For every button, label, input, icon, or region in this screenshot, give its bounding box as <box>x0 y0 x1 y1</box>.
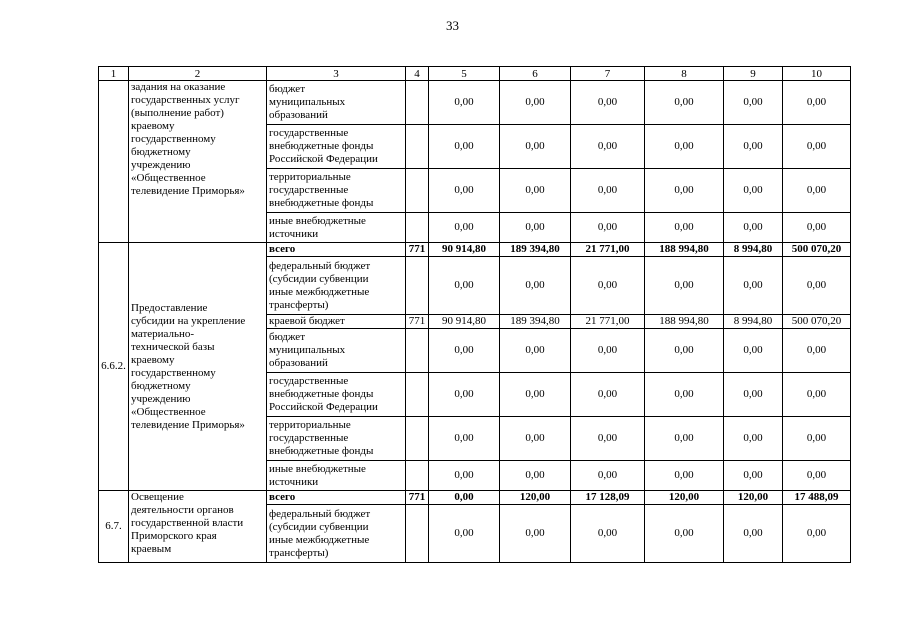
amount-cell: 0,00 <box>571 257 645 315</box>
budget-code-cell <box>406 81 429 125</box>
amount-cell: 0,00 <box>783 505 851 563</box>
funding-source-cell: государственные внебюджетные фонды Российской Федерации <box>267 125 406 169</box>
amount-cell: 0,00 <box>429 257 500 315</box>
amount-cell: 0,00 <box>724 125 783 169</box>
funding-source-cell: территориальные государственные внебюджетные фонды <box>267 169 406 213</box>
amount-cell: 0,00 <box>724 461 783 491</box>
amount-cell: 500 070,20 <box>783 243 851 257</box>
amount-cell: 0,00 <box>500 125 571 169</box>
amount-cell: 0,00 <box>783 417 851 461</box>
column-number-row <box>99 67 851 81</box>
amount-cell: 0,00 <box>645 417 724 461</box>
column-number-cell: 9 <box>724 67 783 81</box>
budget-code-cell <box>406 329 429 373</box>
amount-cell: 0,00 <box>645 257 724 315</box>
budget-code-cell <box>406 417 429 461</box>
amount-cell: 90 914,80 <box>429 315 500 329</box>
item-description-cell: Освещение деятельности органов государственной власти Приморского края краевым <box>129 491 267 563</box>
column-number-cell: 7 <box>571 67 645 81</box>
amount-cell: 0,00 <box>429 169 500 213</box>
amount-cell: 0,00 <box>645 461 724 491</box>
budget-code-cell <box>406 125 429 169</box>
amount-cell: 188 994,80 <box>645 315 724 329</box>
amount-cell: 0,00 <box>783 257 851 315</box>
budget-code-cell <box>406 257 429 315</box>
column-number-cell: 1 <box>99 67 129 81</box>
amount-cell: 0,00 <box>724 329 783 373</box>
amount-cell: 500 070,20 <box>783 315 851 329</box>
amount-cell: 0,00 <box>429 125 500 169</box>
amount-cell: 0,00 <box>429 329 500 373</box>
budget-code-cell <box>406 505 429 563</box>
amount-cell: 0,00 <box>645 505 724 563</box>
column-number-cell: 10 <box>783 67 851 81</box>
amount-cell: 0,00 <box>571 373 645 417</box>
amount-cell: 0,00 <box>429 373 500 417</box>
amount-cell: 0,00 <box>429 417 500 461</box>
budget-code-cell: 771 <box>406 315 429 329</box>
page-number: 33 <box>446 18 459 33</box>
amount-cell: 0,00 <box>571 461 645 491</box>
amount-cell: 0,00 <box>571 213 645 243</box>
amount-cell: 0,00 <box>724 213 783 243</box>
amount-cell: 0,00 <box>783 169 851 213</box>
column-number-cell: 3 <box>267 67 406 81</box>
table-row <box>99 243 851 257</box>
column-number-cell: 8 <box>645 67 724 81</box>
amount-cell: 0,00 <box>645 213 724 243</box>
amount-cell: 0,00 <box>500 505 571 563</box>
budget-code-cell: 771 <box>406 491 429 505</box>
amount-cell: 21 771,00 <box>571 315 645 329</box>
amount-cell: 21 771,00 <box>571 243 645 257</box>
amount-cell: 0,00 <box>571 81 645 125</box>
funding-source-cell: всего <box>267 491 406 505</box>
funding-source-cell: территориальные государственные внебюджетные фонды <box>267 417 406 461</box>
item-description-cell: Предоставление субсидии на укрепление материально- технической базы краевому государственному бюджетному учреждению «Общественное телевидение Приморья» <box>129 243 267 491</box>
table-row <box>99 491 851 505</box>
amount-cell: 0,00 <box>645 125 724 169</box>
funding-source-cell: иные внебюджетные источники <box>267 213 406 243</box>
column-number-cell: 5 <box>429 67 500 81</box>
amount-cell: 0,00 <box>500 461 571 491</box>
budget-code-cell: 771 <box>406 243 429 257</box>
amount-cell: 0,00 <box>724 505 783 563</box>
amount-cell: 0,00 <box>783 81 851 125</box>
amount-cell: 90 914,80 <box>429 243 500 257</box>
amount-cell: 0,00 <box>783 213 851 243</box>
item-number-cell: 6.7. <box>99 491 129 563</box>
amount-cell: 0,00 <box>500 373 571 417</box>
amount-cell: 0,00 <box>724 373 783 417</box>
budget-code-cell <box>406 461 429 491</box>
amount-cell: 0,00 <box>429 461 500 491</box>
amount-cell: 0,00 <box>724 169 783 213</box>
budget-table <box>98 66 851 563</box>
amount-cell: 0,00 <box>645 373 724 417</box>
amount-cell: 0,00 <box>783 329 851 373</box>
amount-cell: 0,00 <box>724 257 783 315</box>
funding-source-cell: бюджет муниципальных образований <box>267 329 406 373</box>
amount-cell: 0,00 <box>500 213 571 243</box>
budget-code-cell <box>406 373 429 417</box>
funding-source-cell: всего <box>267 243 406 257</box>
amount-cell: 0,00 <box>645 329 724 373</box>
funding-source-cell: бюджет муниципальных образований <box>267 81 406 125</box>
amount-cell: 0,00 <box>783 125 851 169</box>
column-number-cell: 6 <box>500 67 571 81</box>
amount-cell: 0,00 <box>571 169 645 213</box>
amount-cell: 17 488,09 <box>783 491 851 505</box>
amount-cell: 0,00 <box>571 125 645 169</box>
funding-source-cell: краевой бюджет <box>267 315 406 329</box>
amount-cell: 0,00 <box>645 81 724 125</box>
budget-code-cell <box>406 169 429 213</box>
amount-cell: 0,00 <box>571 505 645 563</box>
column-number-cell: 2 <box>129 67 267 81</box>
item-number-cell: 6.6.2. <box>99 243 129 491</box>
amount-cell: 8 994,80 <box>724 315 783 329</box>
amount-cell: 0,00 <box>783 373 851 417</box>
column-number-cell: 4 <box>406 67 429 81</box>
amount-cell: 0,00 <box>500 169 571 213</box>
amount-cell: 0,00 <box>500 257 571 315</box>
amount-cell: 0,00 <box>429 81 500 125</box>
amount-cell: 0,00 <box>724 417 783 461</box>
amount-cell: 8 994,80 <box>724 243 783 257</box>
amount-cell: 0,00 <box>500 81 571 125</box>
amount-cell: 120,00 <box>724 491 783 505</box>
amount-cell: 120,00 <box>645 491 724 505</box>
table-row <box>99 81 851 125</box>
funding-source-cell: государственные внебюджетные фонды Российской Федерации <box>267 373 406 417</box>
amount-cell: 0,00 <box>429 491 500 505</box>
amount-cell: 0,00 <box>500 329 571 373</box>
item-number-cell <box>99 81 129 243</box>
amount-cell: 0,00 <box>571 329 645 373</box>
funding-source-cell: федеральный бюджет (субсидии субвенции иные межбюджетные трансферты) <box>267 257 406 315</box>
funding-source-cell: федеральный бюджет (субсидии субвенции иные межбюджетные трансферты) <box>267 505 406 563</box>
amount-cell: 0,00 <box>429 213 500 243</box>
amount-cell: 17 128,09 <box>571 491 645 505</box>
item-description-cell: задания на оказание государственных услуг (выполнение работ) краевому государственному бюджетному учреждению «Общественное телевидение Приморья» <box>129 81 267 243</box>
amount-cell: 0,00 <box>724 81 783 125</box>
amount-cell: 189 394,80 <box>500 315 571 329</box>
budget-code-cell <box>406 213 429 243</box>
amount-cell: 0,00 <box>571 417 645 461</box>
amount-cell: 120,00 <box>500 491 571 505</box>
amount-cell: 0,00 <box>645 169 724 213</box>
amount-cell: 0,00 <box>500 417 571 461</box>
amount-cell: 189 394,80 <box>500 243 571 257</box>
amount-cell: 0,00 <box>429 505 500 563</box>
amount-cell: 188 994,80 <box>645 243 724 257</box>
amount-cell: 0,00 <box>783 461 851 491</box>
funding-source-cell: иные внебюджетные источники <box>267 461 406 491</box>
